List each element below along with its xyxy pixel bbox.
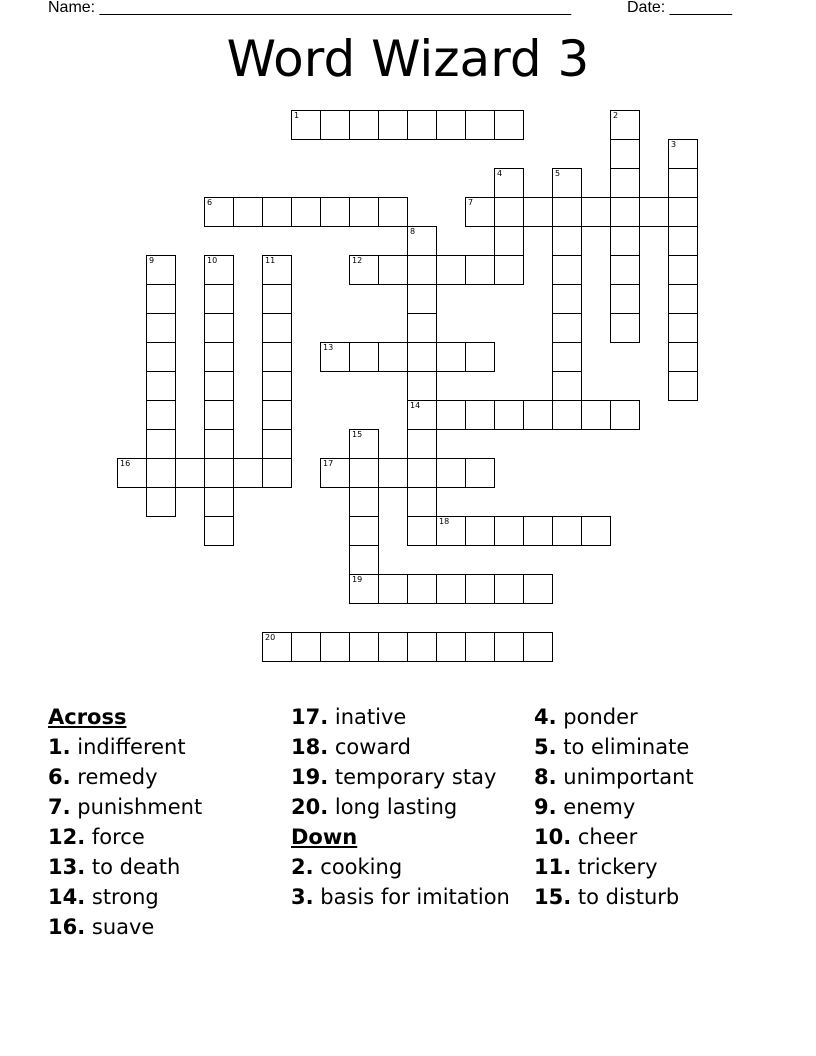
clue-item: [534, 702, 774, 732]
grid-cell[interactable]: [668, 284, 698, 314]
grid-cell[interactable]: [349, 342, 379, 372]
grid-cell[interactable]: [668, 226, 698, 256]
clue-number: 5: [555, 169, 561, 178]
clues-column-2: [291, 702, 526, 909]
grid-cell[interactable]: [465, 110, 495, 140]
clue-item-number: 8.: [534, 765, 557, 789]
grid-cell[interactable]: [146, 255, 176, 285]
clue-item-number: 9.: [534, 795, 557, 819]
grid-cell[interactable]: [204, 516, 234, 546]
clue-number: 12: [352, 256, 363, 265]
grid-cell[interactable]: [668, 197, 698, 227]
clue-number: 9: [149, 256, 155, 265]
grid-cell[interactable]: [552, 284, 582, 314]
down-clue-list-cont: [534, 702, 774, 912]
grid-cell[interactable]: [610, 197, 640, 227]
grid-cell[interactable]: [320, 110, 350, 140]
clue-item: [534, 792, 774, 822]
grid-cell[interactable]: [204, 342, 234, 372]
grid-cell[interactable]: [407, 342, 437, 372]
grid-cell[interactable]: [204, 487, 234, 517]
grid-cell[interactable]: [204, 255, 234, 285]
grid-cell[interactable]: [436, 110, 466, 140]
grid-cell[interactable]: [349, 487, 379, 517]
grid-cell[interactable]: [668, 139, 698, 169]
grid-cell[interactable]: [349, 429, 379, 459]
clue-item-text: trickery: [571, 855, 658, 879]
grid-cell[interactable]: [204, 429, 234, 459]
clue-item-number: 7.: [48, 795, 71, 819]
grid-cell[interactable]: [349, 632, 379, 662]
grid-cell[interactable]: [552, 197, 582, 227]
grid-cell[interactable]: [262, 632, 292, 662]
clue-item-number: 17.: [291, 705, 329, 729]
grid-cell[interactable]: [610, 139, 640, 169]
grid-cell[interactable]: [146, 313, 176, 343]
grid-cell[interactable]: [349, 545, 379, 575]
grid-cell[interactable]: [349, 255, 379, 285]
clue-item: [534, 822, 774, 852]
clue-item-text: remedy: [70, 765, 158, 789]
grid-cell[interactable]: [494, 632, 524, 662]
grid-cell[interactable]: [610, 255, 640, 285]
grid-cell[interactable]: [465, 197, 495, 227]
clue-number: 11: [265, 256, 276, 265]
grid-cell[interactable]: [407, 255, 437, 285]
grid-cell[interactable]: [494, 400, 524, 430]
grid-cell[interactable]: [146, 371, 176, 401]
grid-cell[interactable]: [407, 371, 437, 401]
grid-cell[interactable]: [581, 197, 611, 227]
grid-cell[interactable]: [668, 313, 698, 343]
clue-item: [534, 882, 774, 912]
grid-cell[interactable]: [349, 574, 379, 604]
name-line[interactable]: _____________________________________________________: [99, 0, 572, 16]
grid-cell[interactable]: [146, 458, 176, 488]
clue-item: [48, 792, 283, 822]
clue-item: [534, 762, 774, 792]
grid-cell[interactable]: [523, 574, 553, 604]
grid-cell[interactable]: [378, 632, 408, 662]
grid-cell[interactable]: [407, 226, 437, 256]
grid-cell[interactable]: [407, 574, 437, 604]
clue-item-number: 4.: [534, 705, 557, 729]
grid-cell[interactable]: [349, 110, 379, 140]
grid-cell[interactable]: [262, 400, 292, 430]
grid-cell[interactable]: [204, 284, 234, 314]
clue-item-text: inative: [328, 705, 407, 729]
clue-number: 16: [120, 459, 131, 468]
grid-cell[interactable]: [233, 458, 263, 488]
down-clue-list: [291, 852, 526, 909]
clue-item-number: 13.: [48, 855, 86, 879]
clue-number: 1: [294, 111, 300, 120]
clue-item-text: to disturb: [571, 885, 680, 909]
grid-cell[interactable]: [175, 458, 205, 488]
clue-item: [291, 852, 526, 882]
grid-cell[interactable]: [552, 342, 582, 372]
grid-cell[interactable]: [552, 313, 582, 343]
across-heading: Across: [48, 705, 127, 729]
clue-item: [291, 702, 526, 732]
page-title: Word Wizard 3: [226, 30, 590, 88]
clue-item: [534, 732, 774, 762]
grid-cell[interactable]: [378, 458, 408, 488]
clue-number: 2: [613, 111, 619, 120]
clue-number: 17: [323, 459, 334, 468]
grid-cell[interactable]: [146, 284, 176, 314]
clue-item-number: 3.: [291, 885, 314, 909]
grid-cell[interactable]: [320, 342, 350, 372]
grid-cell[interactable]: [349, 516, 379, 546]
clue-item: [291, 882, 526, 909]
grid-cell[interactable]: [262, 342, 292, 372]
clue-item: [48, 822, 283, 852]
clue-item-number: 6.: [48, 765, 71, 789]
clue-item-text: cooking: [313, 855, 403, 879]
grid-cell[interactable]: [465, 255, 495, 285]
grid-cell[interactable]: [117, 458, 147, 488]
grid-cell[interactable]: [668, 371, 698, 401]
grid-cell[interactable]: [204, 197, 234, 227]
grid-cell[interactable]: [407, 632, 437, 662]
grid-cell[interactable]: [436, 255, 466, 285]
clue-item-number: 19.: [291, 765, 329, 789]
grid-cell[interactable]: [204, 400, 234, 430]
grid-cell[interactable]: [262, 429, 292, 459]
clue-item-text: ponder: [556, 705, 638, 729]
grid-cell[interactable]: [204, 313, 234, 343]
grid-cell[interactable]: [262, 197, 292, 227]
clue-item-number: 14.: [48, 885, 86, 909]
grid-cell[interactable]: [436, 342, 466, 372]
grid-cell[interactable]: [668, 168, 698, 198]
grid-cell[interactable]: [262, 284, 292, 314]
grid-cell[interactable]: [436, 458, 466, 488]
clue-item: [291, 792, 526, 822]
grid-cell[interactable]: [320, 458, 350, 488]
name-label: Name:: [48, 0, 100, 16]
clue-item-number: 2.: [291, 855, 314, 879]
grid-cell[interactable]: [610, 226, 640, 256]
clue-item-number: 5.: [534, 735, 557, 759]
grid-cell[interactable]: [465, 458, 495, 488]
clue-item: [534, 852, 774, 882]
grid-cell[interactable]: [320, 632, 350, 662]
clue-number: 15: [352, 430, 363, 439]
grid-cell[interactable]: [146, 342, 176, 372]
clue-item-number: 18.: [291, 735, 329, 759]
grid-cell[interactable]: [378, 574, 408, 604]
date-line[interactable]: _______: [669, 0, 732, 16]
clue-item: [48, 732, 283, 762]
grid-cell[interactable]: [407, 110, 437, 140]
clue-item-text: punishment: [70, 795, 203, 819]
clue-item: [291, 732, 526, 762]
grid-cell[interactable]: [465, 632, 495, 662]
grid-cell[interactable]: [465, 400, 495, 430]
grid-cell[interactable]: [407, 313, 437, 343]
clue-number: 8: [410, 227, 416, 236]
grid-cell[interactable]: [291, 110, 321, 140]
grid-cell[interactable]: [494, 516, 524, 546]
clue-number: 18: [439, 517, 450, 526]
grid-cell[interactable]: [494, 255, 524, 285]
grid-cell[interactable]: [407, 516, 437, 546]
clue-item-text: to eliminate: [556, 735, 690, 759]
clue-item: [48, 882, 283, 912]
clue-number: 6: [207, 198, 213, 207]
grid-cell[interactable]: [465, 342, 495, 372]
grid-cell[interactable]: [523, 197, 553, 227]
grid-cell[interactable]: [146, 487, 176, 517]
grid-cell[interactable]: [581, 516, 611, 546]
clue-item-number: 10.: [534, 825, 572, 849]
clue-item-number: 15.: [534, 885, 572, 909]
grid-cell[interactable]: [552, 400, 582, 430]
grid-cell[interactable]: [436, 516, 466, 546]
clue-number: 19: [352, 575, 363, 584]
clue-number: 14: [410, 401, 421, 410]
grid-cell[interactable]: [668, 255, 698, 285]
clue-number: 3: [671, 140, 677, 149]
clue-item-text: suave: [85, 915, 155, 939]
grid-cell[interactable]: [436, 632, 466, 662]
grid-cell[interactable]: [552, 168, 582, 198]
clue-number: 10: [207, 256, 218, 265]
grid-cell[interactable]: [523, 632, 553, 662]
clues-column-1: [48, 702, 283, 942]
grid-cell[interactable]: [262, 313, 292, 343]
clue-item-text: indifferent: [70, 735, 186, 759]
grid-cell[interactable]: [552, 516, 582, 546]
date-label: Date:: [627, 0, 670, 16]
grid-cell[interactable]: [465, 574, 495, 604]
grid-cell[interactable]: [378, 110, 408, 140]
down-heading: Down: [291, 825, 358, 849]
grid-cell[interactable]: [204, 458, 234, 488]
clue-item-number: 1.: [48, 735, 71, 759]
grid-cell[interactable]: [494, 197, 524, 227]
grid-cell[interactable]: [552, 255, 582, 285]
clue-item: [291, 762, 526, 792]
grid-cell[interactable]: [552, 226, 582, 256]
grid-cell[interactable]: [407, 284, 437, 314]
grid-cell[interactable]: [523, 400, 553, 430]
clue-item-text: cheer: [571, 825, 638, 849]
grid-cell[interactable]: [349, 197, 379, 227]
grid-cell[interactable]: [349, 458, 379, 488]
grid-cell[interactable]: [291, 197, 321, 227]
grid-cell[interactable]: [668, 342, 698, 372]
grid-cell[interactable]: [146, 429, 176, 459]
clue-item-number: 11.: [534, 855, 572, 879]
clue-item-text: coward: [328, 735, 411, 759]
grid-cell[interactable]: [262, 458, 292, 488]
grid-cell[interactable]: [233, 197, 263, 227]
grid-cell[interactable]: [610, 400, 640, 430]
clue-item-number: 16.: [48, 915, 86, 939]
grid-cell[interactable]: [494, 110, 524, 140]
grid-cell[interactable]: [407, 429, 437, 459]
grid-cell[interactable]: [610, 313, 640, 343]
grid-cell[interactable]: [465, 516, 495, 546]
clue-item-text: long lasting: [328, 795, 458, 819]
grid-cell[interactable]: [436, 400, 466, 430]
grid-cell[interactable]: [494, 226, 524, 256]
grid-cell[interactable]: [581, 400, 611, 430]
clue-item-text: temporary stay: [328, 765, 497, 789]
grid-cell[interactable]: [407, 487, 437, 517]
clues-column-3: [534, 702, 774, 912]
grid-cell[interactable]: [610, 110, 640, 140]
clue-item: [48, 762, 283, 792]
grid-cell[interactable]: [262, 371, 292, 401]
grid-cell[interactable]: [610, 284, 640, 314]
grid-cell[interactable]: [407, 458, 437, 488]
clue-item-text: force: [85, 825, 145, 849]
clue-item: [48, 852, 283, 882]
grid-cell[interactable]: [523, 516, 553, 546]
grid-cell[interactable]: [378, 255, 408, 285]
grid-cell[interactable]: [494, 574, 524, 604]
across-clue-list: [48, 732, 283, 942]
clue-item-text: enemy: [556, 795, 636, 819]
grid-cell[interactable]: [204, 371, 234, 401]
clue-number: 20: [265, 633, 276, 642]
grid-cell[interactable]: [146, 400, 176, 430]
grid-cell[interactable]: [610, 168, 640, 198]
grid-cell[interactable]: [639, 197, 669, 227]
clue-item-text: basis for imitation: [313, 885, 510, 909]
grid-cell[interactable]: [378, 342, 408, 372]
grid-cell[interactable]: [552, 371, 582, 401]
grid-cell[interactable]: [262, 255, 292, 285]
clue-number: 4: [497, 169, 503, 178]
grid-cell[interactable]: [320, 197, 350, 227]
grid-cell[interactable]: [494, 168, 524, 198]
clue-item-text: strong: [85, 885, 159, 909]
grid-cell[interactable]: [291, 632, 321, 662]
clue-item-number: 20.: [291, 795, 329, 819]
grid-cell[interactable]: [378, 197, 408, 227]
clue-item: [48, 912, 283, 942]
clue-item-text: to death: [85, 855, 181, 879]
clue-item-text: unimportant: [556, 765, 694, 789]
clue-item-number: 12.: [48, 825, 86, 849]
grid-cell[interactable]: [407, 400, 437, 430]
clue-number: 7: [468, 198, 474, 207]
grid-cell[interactable]: [436, 574, 466, 604]
clue-number: 13: [323, 343, 334, 352]
across-clue-list-cont: [291, 702, 526, 822]
